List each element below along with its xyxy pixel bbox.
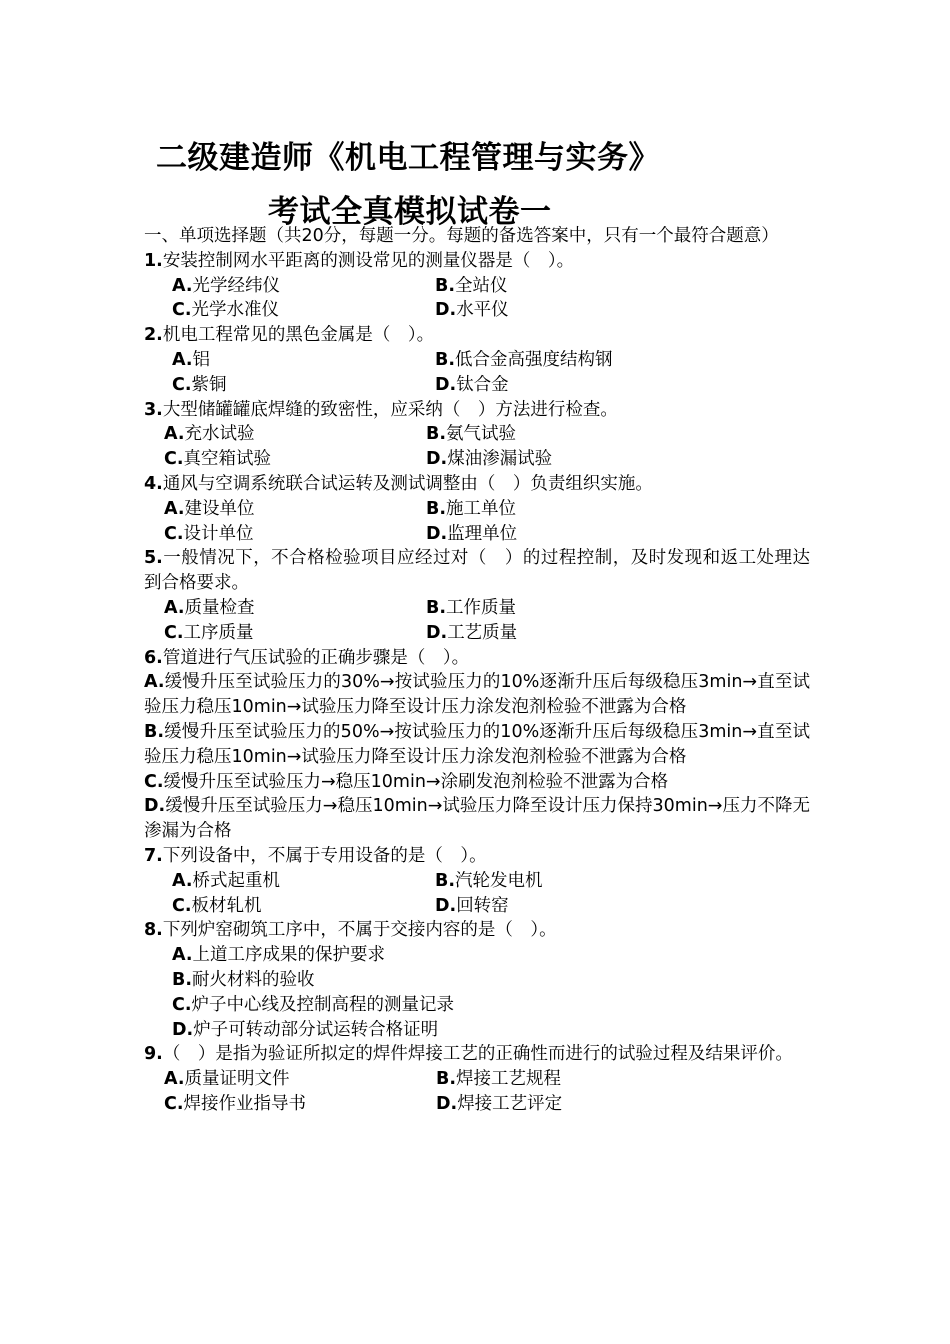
question-number: 2. — [144, 325, 163, 346]
question-stem: 下列炉窑砌筑工序中，不属于交接内容的是（ ）。 — [162, 920, 557, 941]
options-row — [144, 274, 810, 299]
question-number: 6. — [144, 647, 163, 668]
option-c: C.炉子中心线及控制高程的测量记录 — [172, 994, 454, 1015]
document-subtitle: 考试全真模拟试卷一 — [268, 194, 552, 230]
question-5 — [144, 546, 810, 596]
option-a: A.质量检查 — [164, 597, 255, 618]
option-c: C.光学水准仪 — [172, 300, 279, 321]
option-d: D.炉子可转动部分试运转合格证明 — [172, 1019, 439, 1040]
options-row — [144, 447, 810, 472]
question-stem: 管道进行气压试验的正确步骤是（ ）。 — [162, 647, 470, 668]
option-b: B.氨气试验 — [426, 424, 516, 445]
option-b: B.汽轮发电机 — [435, 870, 543, 891]
option-d: D.工艺质量 — [426, 622, 518, 643]
option-a: A.缓慢升压至试验压力的30%→按试验压力的10%逐渐升压后每级稳压3min→直至试验压力稳压10min→试验压力降至设计压力涂发泡剂检验不泄露为合格 — [144, 672, 810, 718]
option-d: D.缓慢升压至试验压力→稳压10min→试验压力降至设计压力保持30min→压力不降无渗漏为合格 — [144, 796, 810, 842]
options-row — [144, 522, 810, 547]
options-row — [144, 348, 810, 373]
options-row — [144, 422, 810, 447]
option-a: A.建设单位 — [164, 498, 255, 519]
option-c: C.焊接作业指导书 — [164, 1093, 306, 1114]
option-b: B.焊接工艺规程 — [436, 1069, 561, 1090]
option-a: A.上道工序成果的保护要求 — [172, 945, 386, 966]
option-d: D.回转窑 — [435, 895, 509, 916]
question-stem: （ ）是指为验证所拟定的焊件焊接工艺的正确性而进行的试验过程及结果评价。 — [162, 1044, 793, 1065]
option-d: D.钛合金 — [435, 374, 509, 395]
option-c: C.缓慢升压至试验压力→稳压10min→涂刷发泡剂检验不泄露为合格 — [144, 771, 669, 792]
option-d: D.煤油渗漏试验 — [426, 449, 553, 470]
question-stem: 大型储罐罐底焊缝的致密性，应采纳（ ）方法进行检查。 — [162, 399, 618, 420]
option-b: B.施工单位 — [426, 498, 516, 519]
question-number: 3. — [144, 399, 163, 420]
option-c: C.板材轧机 — [172, 895, 262, 916]
option-c: C.真空箱试验 — [164, 449, 271, 470]
option-d: D.焊接工艺评定 — [436, 1093, 563, 1114]
question-number: 5. — [144, 548, 163, 569]
question-stem: 通风与空调系统联合试运转及测试调整由（ ）负责组织实施。 — [162, 473, 653, 494]
options-row — [144, 596, 810, 621]
option-d: D.水平仪 — [435, 300, 509, 321]
options-row — [144, 298, 810, 323]
option-b: B.工作质量 — [426, 597, 516, 618]
question-number: 9. — [144, 1044, 163, 1065]
options-row — [144, 869, 810, 894]
question-2 — [144, 323, 810, 348]
option-c: C.设计单位 — [164, 523, 254, 544]
question-stem: 下列设备中，不属于专用设备的是（ ）。 — [162, 845, 487, 866]
question-number: 8. — [144, 920, 163, 941]
document-title: 二级建造师《机电工程管理与实务》 — [156, 140, 660, 176]
options-row — [144, 1067, 810, 1092]
options-row — [144, 497, 810, 522]
question-4 — [144, 472, 810, 497]
option-d: D.监理单位 — [426, 523, 518, 544]
option-a: A.铝 — [172, 349, 211, 370]
option-a: A.光学经纬仪 — [172, 275, 281, 296]
question-stem: 机电工程常见的黑色金属是（ ）。 — [162, 325, 435, 346]
option-b: B.全站仪 — [435, 275, 508, 296]
option-c: C.工序质量 — [164, 622, 254, 643]
options-row — [144, 373, 810, 398]
question-7 — [144, 844, 810, 869]
question-number: 7. — [144, 845, 163, 866]
question-3 — [144, 398, 810, 423]
option-a: A.充水试验 — [164, 424, 255, 445]
question-8 — [144, 918, 810, 943]
option-c: C.紫铜 — [172, 374, 227, 395]
options-row — [144, 621, 810, 646]
options-row — [144, 894, 810, 919]
option-b: B.缓慢升压至试验压力的50%→按试验压力的10%逐渐升压后每级稳压3min→直至试验压力稳压10min→试验压力降至设计压力涂发泡剂检验不泄露为合格 — [144, 721, 810, 767]
question-1 — [144, 249, 810, 274]
question-9 — [144, 1042, 810, 1067]
option-b: B.耐火材料的验收 — [172, 969, 315, 990]
question-6 — [144, 646, 810, 671]
question-number: 1. — [144, 250, 163, 271]
question-stem: 一般情况下，不合格检验项目应经过对（ ）的过程控制，及时发现和返工处理达到合格要求。 — [144, 548, 810, 594]
options-row — [144, 1092, 810, 1117]
exam-content — [144, 224, 810, 1117]
question-number: 4. — [144, 473, 163, 494]
option-a: A.桥式起重机 — [172, 870, 281, 891]
question-stem: 安装控制网水平距离的测设常见的测量仪器是（ ）。 — [162, 250, 575, 271]
option-b: B.低合金高强度结构钢 — [435, 349, 613, 370]
section-heading: 一、单项选择题（共20分，每题一分。每题的备选答案中，只有一个最符合题意） — [144, 226, 779, 246]
option-a: A.质量证明文件 — [164, 1069, 290, 1090]
